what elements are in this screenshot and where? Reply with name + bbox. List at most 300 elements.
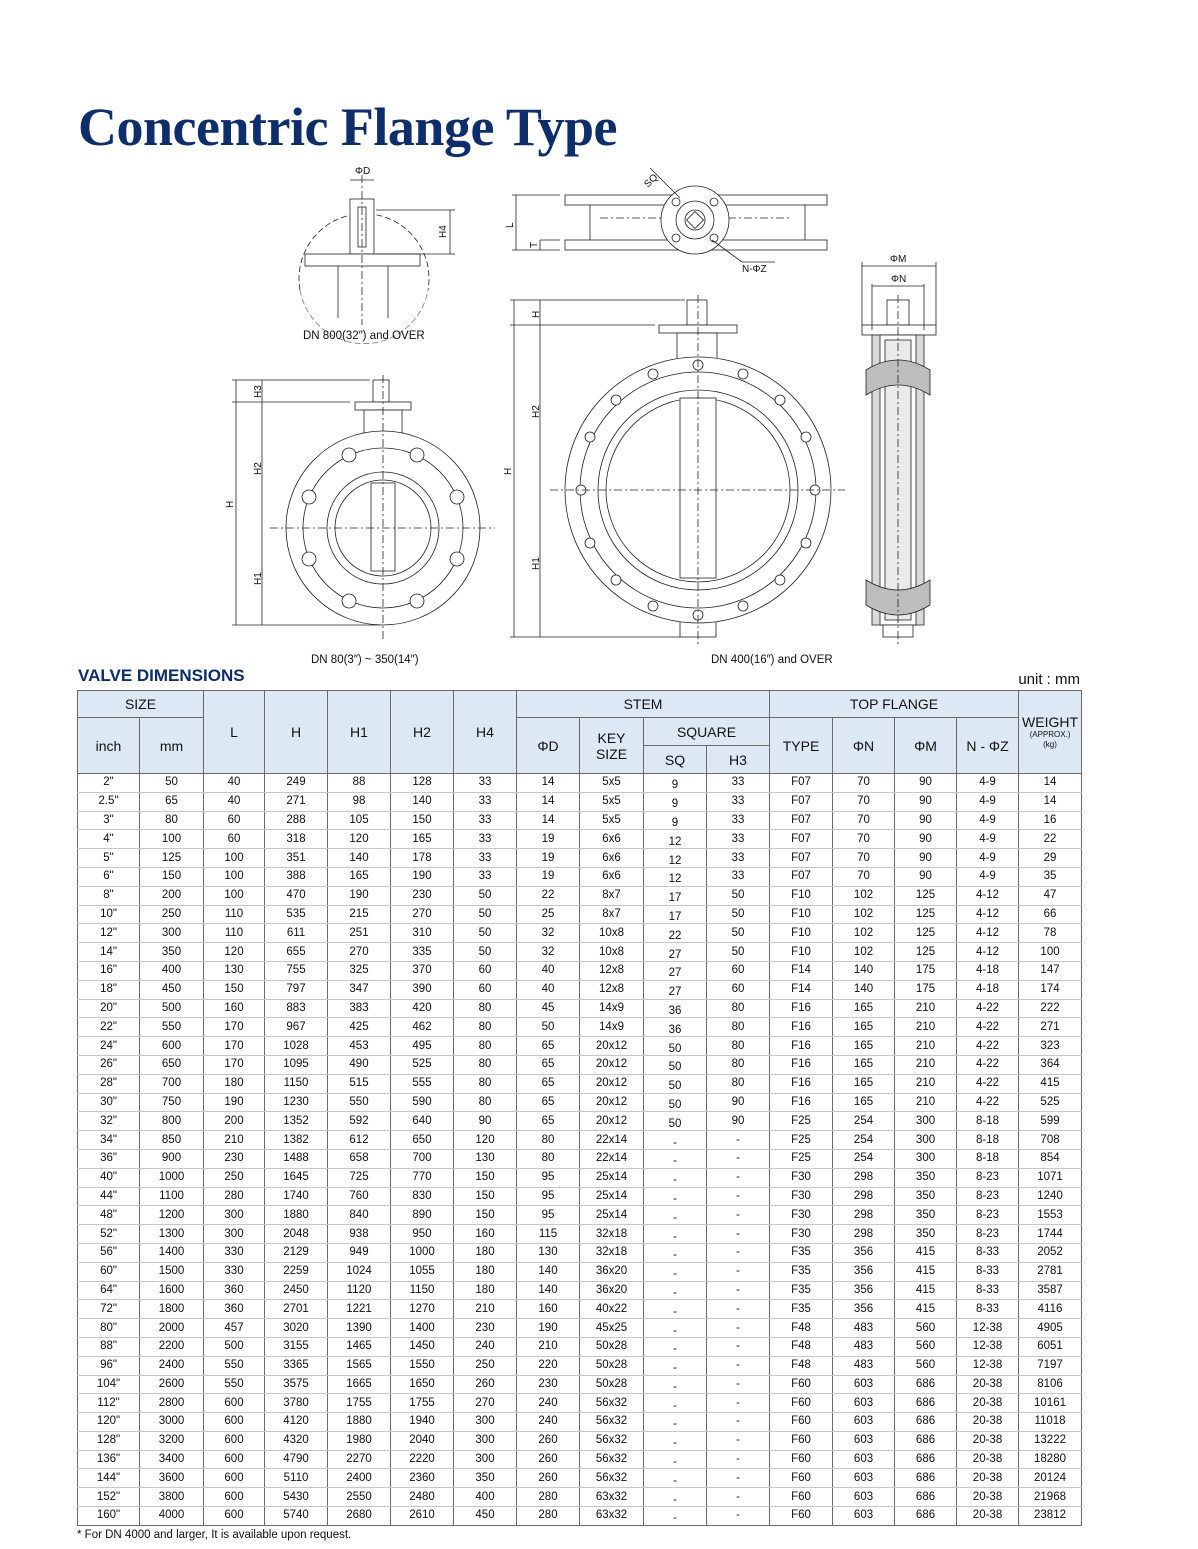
table-cell: 1382 — [265, 1131, 328, 1150]
table-cell: 102 — [833, 943, 895, 962]
table-cell — [644, 1375, 707, 1394]
table-cell: 603 — [833, 1469, 895, 1488]
table-cell: 854 — [1019, 1149, 1082, 1168]
table-cell: 949 — [328, 1243, 391, 1262]
table-cell: 28" — [78, 1074, 140, 1093]
table-cell: 298 — [833, 1225, 895, 1244]
table-cell: 50 — [454, 924, 517, 943]
table-cell: 603 — [833, 1507, 895, 1526]
table-cell: - — [707, 1469, 770, 1488]
table-cell: 45 — [517, 999, 580, 1018]
table-cell: F48 — [770, 1319, 833, 1338]
table-cell — [644, 1431, 707, 1450]
header-phi-n: ΦN — [833, 718, 895, 774]
table-cell: 88" — [78, 1337, 140, 1356]
table-cell: 180 — [454, 1262, 517, 1281]
table-cell: 1024 — [328, 1262, 391, 1281]
table-cell: 3155 — [265, 1337, 328, 1356]
table-cell: 125 — [895, 905, 957, 924]
table-cell: 4000 — [140, 1507, 204, 1526]
table-cell: 45x25 — [580, 1319, 644, 1338]
table-cell: 150 — [140, 867, 204, 886]
table-cell: - — [707, 1300, 770, 1319]
table-cell: 65 — [517, 1074, 580, 1093]
table-cell: 104" — [78, 1375, 140, 1394]
table-cell: 63x32 — [580, 1507, 644, 1526]
table-cell: 254 — [833, 1112, 895, 1131]
table-cell: 883 — [265, 999, 328, 1018]
header-inch: inch — [78, 718, 140, 774]
table-cell: - — [707, 1488, 770, 1507]
table-cell: 3600 — [140, 1469, 204, 1488]
table-cell: 115 — [517, 1225, 580, 1244]
table-cell: 10161 — [1019, 1394, 1082, 1413]
table-cell — [644, 1413, 707, 1432]
table-cell — [644, 1243, 707, 1262]
table-cell — [644, 1507, 707, 1526]
table-cell: 490 — [328, 1055, 391, 1074]
table-cell: 611 — [265, 924, 328, 943]
table-cell: 4-12 — [957, 905, 1019, 924]
table-cell: 1221 — [328, 1300, 391, 1319]
table-cell: 1553 — [1019, 1206, 1082, 1225]
table-cell: 4-9 — [957, 867, 1019, 886]
table-cell: F48 — [770, 1356, 833, 1375]
table-cell: 650 — [140, 1055, 204, 1074]
table-cell: 32x18 — [580, 1225, 644, 1244]
table-cell — [644, 905, 707, 924]
table-cell: F60 — [770, 1488, 833, 1507]
table-cell: 3575 — [265, 1375, 328, 1394]
table-cell: 170 — [204, 1018, 265, 1037]
table-cell: 6x6 — [580, 849, 644, 868]
table-cell: 550 — [204, 1356, 265, 1375]
table-cell: 1450 — [391, 1337, 454, 1356]
table-cell: 25 — [517, 905, 580, 924]
table-cell: 271 — [1019, 1018, 1082, 1037]
table-cell — [644, 1074, 707, 1093]
table-cell: 21968 — [1019, 1488, 1082, 1507]
table-cell: 360 — [204, 1300, 265, 1319]
table-row — [78, 1149, 1082, 1168]
header-l: L — [204, 691, 265, 774]
side-section-drawing — [862, 254, 936, 645]
table-cell: 425 — [328, 1018, 391, 1037]
table-row — [78, 1507, 1082, 1526]
table-cell: 34" — [78, 1131, 140, 1150]
table-cell: 90 — [895, 867, 957, 886]
sq-value: - — [673, 1249, 677, 1262]
table-cell: F60 — [770, 1375, 833, 1394]
table-cell: 40 — [517, 961, 580, 980]
table-cell: 26" — [78, 1055, 140, 1074]
table-cell: 525 — [391, 1055, 454, 1074]
table-cell: 98 — [328, 792, 391, 811]
table-cell: 90 — [895, 830, 957, 849]
sq-value: 50 — [668, 1117, 682, 1130]
table-cell: 4116 — [1019, 1300, 1082, 1319]
sq-value: 50 — [668, 1098, 682, 1111]
valve-dimensions-table — [77, 690, 1082, 1526]
unit-label: unit : mm — [1018, 671, 1080, 688]
table-cell: 33 — [454, 792, 517, 811]
table-cell: 8" — [78, 886, 140, 905]
table-cell: - — [707, 1149, 770, 1168]
table-cell: 110 — [204, 924, 265, 943]
table-cell — [644, 1262, 707, 1281]
sq-value: 50 — [668, 1061, 682, 1074]
table-cell: 20-38 — [957, 1488, 1019, 1507]
sq-value: 36 — [668, 1023, 682, 1036]
table-cell: 200 — [140, 886, 204, 905]
table-cell: 1800 — [140, 1300, 204, 1319]
table-cell: 370 — [391, 961, 454, 980]
table-cell: 33 — [707, 867, 770, 886]
table-row — [78, 1337, 1082, 1356]
table-row — [78, 849, 1082, 868]
table-cell: 14 — [517, 811, 580, 830]
table-cell: 453 — [328, 1037, 391, 1056]
caption-small-valve: DN 80(3″) ~ 350(14″) — [311, 654, 419, 666]
table-cell — [644, 924, 707, 943]
table-cell: 100 — [204, 867, 265, 886]
table-cell: 40x22 — [580, 1300, 644, 1319]
table-cell: 4-12 — [957, 943, 1019, 962]
table-cell: 4905 — [1019, 1319, 1082, 1338]
table-cell: 20-38 — [957, 1469, 1019, 1488]
table-cell: 210 — [517, 1337, 580, 1356]
table-cell: F25 — [770, 1149, 833, 1168]
table-row — [78, 886, 1082, 905]
table-cell: 12x8 — [580, 980, 644, 999]
table-cell: 655 — [265, 943, 328, 962]
table-cell: 686 — [895, 1507, 957, 1526]
table-cell: 251 — [328, 924, 391, 943]
table-row — [78, 1262, 1082, 1281]
table-cell: 22" — [78, 1018, 140, 1037]
table-cell: 2.5" — [78, 792, 140, 811]
table-cell: 95 — [517, 1168, 580, 1187]
table-cell: 2550 — [328, 1488, 391, 1507]
label-h1-large: H1 — [531, 557, 542, 570]
table-cell: 658 — [328, 1149, 391, 1168]
table-cell: 102 — [833, 886, 895, 905]
table-cell: 33 — [454, 867, 517, 886]
table-cell: 457 — [204, 1319, 265, 1338]
table-cell: 10" — [78, 905, 140, 924]
table-cell: 150 — [454, 1206, 517, 1225]
table-cell: 65 — [517, 1037, 580, 1056]
table-cell: F35 — [770, 1300, 833, 1319]
table-cell: 3800 — [140, 1488, 204, 1507]
table-cell: 20" — [78, 999, 140, 1018]
table-cell: 8-23 — [957, 1225, 1019, 1244]
table-cell: 16" — [78, 961, 140, 980]
sq-value: 27 — [668, 967, 682, 980]
table-cell: 686 — [895, 1394, 957, 1413]
table-cell: 125 — [895, 943, 957, 962]
table-cell: 938 — [328, 1225, 391, 1244]
table-cell: 50 — [707, 886, 770, 905]
table-cell — [644, 792, 707, 811]
sq-value: - — [673, 1456, 677, 1469]
table-cell: 210 — [895, 1018, 957, 1037]
table-cell: 44" — [78, 1187, 140, 1206]
table-row — [78, 1225, 1082, 1244]
table-cell: 174 — [1019, 980, 1082, 999]
table-cell — [644, 1093, 707, 1112]
header-weight-note: (APPROX.) — [1029, 730, 1071, 739]
table-cell: F35 — [770, 1243, 833, 1262]
table-row — [78, 1055, 1082, 1074]
table-cell: 347 — [328, 980, 391, 999]
table-cell: 40 — [204, 774, 265, 793]
table-cell: 400 — [140, 961, 204, 980]
table-cell: 2040 — [391, 1431, 454, 1450]
sq-value: 9 — [671, 779, 679, 792]
table-cell: 1120 — [328, 1281, 391, 1300]
table-cell: 1100 — [140, 1187, 204, 1206]
table-cell: 1000 — [391, 1243, 454, 1262]
table-cell: 140 — [517, 1262, 580, 1281]
table-cell: 14 — [1019, 774, 1082, 793]
table-cell: 5x5 — [580, 792, 644, 811]
label-h2-large: H2 — [531, 405, 542, 418]
page-title: Concentric Flange Type — [78, 97, 617, 157]
sq-value: 50 — [668, 1080, 682, 1093]
table-cell — [644, 980, 707, 999]
table-cell: 1150 — [265, 1074, 328, 1093]
table-cell: 288 — [265, 811, 328, 830]
table-cell: F35 — [770, 1281, 833, 1300]
table-cell: - — [707, 1243, 770, 1262]
table-cell: 80 — [454, 1074, 517, 1093]
table-cell: 4-22 — [957, 1055, 1019, 1074]
table-cell: 250 — [204, 1168, 265, 1187]
table-cell: 60 — [204, 811, 265, 830]
header-weight — [1019, 691, 1082, 774]
table-cell: 3200 — [140, 1431, 204, 1450]
table-cell: 415 — [895, 1300, 957, 1319]
table-cell: 130 — [517, 1243, 580, 1262]
sq-value: - — [673, 1512, 677, 1525]
table-cell: 20x12 — [580, 1112, 644, 1131]
table-cell: 56x32 — [580, 1431, 644, 1450]
table-cell: 350 — [140, 943, 204, 962]
table-cell: 65 — [517, 1093, 580, 1112]
table-cell: 96" — [78, 1356, 140, 1375]
table-cell: 5110 — [265, 1469, 328, 1488]
table-cell: 495 — [391, 1037, 454, 1056]
table-cell: F16 — [770, 999, 833, 1018]
table-cell: 36x20 — [580, 1262, 644, 1281]
table-cell: 2701 — [265, 1300, 328, 1319]
table-cell: 18280 — [1019, 1450, 1082, 1469]
large-valve-drawing — [503, 295, 845, 645]
table-row — [78, 792, 1082, 811]
table-cell: - — [707, 1262, 770, 1281]
table-cell: 600 — [140, 1037, 204, 1056]
table-cell: 22 — [517, 886, 580, 905]
table-cell: 100 — [1019, 943, 1082, 962]
table-cell: 1650 — [391, 1375, 454, 1394]
table-cell: 1550 — [391, 1356, 454, 1375]
sq-value: - — [673, 1174, 677, 1187]
table-cell: 298 — [833, 1168, 895, 1187]
table-cell: 900 — [140, 1149, 204, 1168]
table-cell: 52" — [78, 1225, 140, 1244]
table-cell: 190 — [517, 1319, 580, 1338]
table-cell: - — [707, 1337, 770, 1356]
table-cell: 22x14 — [580, 1149, 644, 1168]
table-row — [78, 1450, 1082, 1469]
table-cell: 25x14 — [580, 1187, 644, 1206]
table-cell: 14x9 — [580, 999, 644, 1018]
table-cell: 5" — [78, 849, 140, 868]
sq-value: - — [673, 1437, 677, 1450]
table-cell: 3" — [78, 811, 140, 830]
table-cell: 14" — [78, 943, 140, 962]
header-top-flange: TOP FLANGE — [770, 691, 1019, 718]
table-cell — [644, 886, 707, 905]
table-cell: 165 — [391, 830, 454, 849]
table-cell — [644, 1469, 707, 1488]
table-cell: - — [707, 1450, 770, 1469]
table-cell: 603 — [833, 1413, 895, 1432]
table-cell: - — [707, 1413, 770, 1432]
table-cell: 300 — [895, 1112, 957, 1131]
table-cell: 356 — [833, 1262, 895, 1281]
table-cell: 8-23 — [957, 1206, 1019, 1225]
table-cell: 136" — [78, 1450, 140, 1469]
table-cell — [644, 1131, 707, 1150]
table-cell: 356 — [833, 1281, 895, 1300]
table-cell: 19 — [517, 849, 580, 868]
top-view-drawing — [505, 168, 827, 275]
table-cell: 5740 — [265, 1507, 328, 1526]
table-cell: 599 — [1019, 1112, 1082, 1131]
table-cell — [644, 1319, 707, 1338]
table-cell: F30 — [770, 1225, 833, 1244]
table-cell: F07 — [770, 867, 833, 886]
table-cell: 22x14 — [580, 1131, 644, 1150]
table-cell: 47 — [1019, 886, 1082, 905]
table-cell: 8x7 — [580, 905, 644, 924]
sq-value: 17 — [668, 910, 682, 923]
table-cell: F16 — [770, 1037, 833, 1056]
table-cell: 4-22 — [957, 999, 1019, 1018]
table-cell: 210 — [895, 1037, 957, 1056]
table-cell: 8-33 — [957, 1300, 1019, 1319]
table-cell: 56x32 — [580, 1450, 644, 1469]
table-cell: 300 — [140, 924, 204, 943]
table-cell: 2000 — [140, 1319, 204, 1338]
table-row — [78, 999, 1082, 1018]
table-cell: 356 — [833, 1300, 895, 1319]
table-cell: 50 — [454, 943, 517, 962]
table-cell: 8-23 — [957, 1187, 1019, 1206]
table-cell: 830 — [391, 1187, 454, 1206]
table-cell: 250 — [454, 1356, 517, 1375]
table-cell: 686 — [895, 1469, 957, 1488]
table-cell: 330 — [204, 1262, 265, 1281]
table-cell: F10 — [770, 943, 833, 962]
table-cell: 170 — [204, 1055, 265, 1074]
table-cell: 550 — [328, 1093, 391, 1112]
header-sq: SQ — [644, 746, 707, 774]
table-cell: 4-22 — [957, 1074, 1019, 1093]
table-cell: 14 — [517, 792, 580, 811]
table-cell: 40 — [204, 792, 265, 811]
table-cell: 40 — [517, 980, 580, 999]
table-row — [78, 905, 1082, 924]
table-cell: 270 — [328, 943, 391, 962]
table-cell: 165 — [833, 1074, 895, 1093]
table-cell: 100 — [140, 830, 204, 849]
table-row — [78, 1319, 1082, 1338]
sq-value: - — [673, 1155, 677, 1168]
table-cell: 2270 — [328, 1450, 391, 1469]
table-cell: 1352 — [265, 1112, 328, 1131]
header-stem: STEM — [517, 691, 770, 718]
table-cell: - — [707, 1168, 770, 1187]
table-cell: 400 — [454, 1488, 517, 1507]
table-cell: 222 — [1019, 999, 1082, 1018]
table-cell: 190 — [391, 867, 454, 886]
table-cell: 210 — [895, 999, 957, 1018]
table-cell — [644, 1055, 707, 1074]
header-key-size-line1: KEY — [597, 729, 626, 746]
table-cell: 8-18 — [957, 1112, 1019, 1131]
table-cell: 6x6 — [580, 830, 644, 849]
table-cell: 350 — [895, 1168, 957, 1187]
table-cell: 550 — [204, 1375, 265, 1394]
table-cell: F10 — [770, 924, 833, 943]
table-row — [78, 1112, 1082, 1131]
table-cell: 140 — [391, 792, 454, 811]
table-cell: 950 — [391, 1225, 454, 1244]
table-cell: 350 — [895, 1225, 957, 1244]
label-h-large: H — [503, 467, 514, 475]
table-cell: 3020 — [265, 1319, 328, 1338]
table-cell: 130 — [204, 961, 265, 980]
table-cell — [644, 1450, 707, 1469]
table-cell: 140 — [517, 1281, 580, 1300]
sq-value: 27 — [668, 948, 682, 961]
table-cell: 280 — [517, 1507, 580, 1526]
table-cell: 8-18 — [957, 1149, 1019, 1168]
table-row — [78, 1281, 1082, 1300]
table-cell — [644, 1037, 707, 1056]
caption-large-valve: DN 400(16″) and OVER — [711, 654, 833, 666]
table-cell: 1071 — [1019, 1168, 1082, 1187]
table-cell: 5x5 — [580, 811, 644, 830]
table-cell: 240 — [517, 1394, 580, 1413]
table-row — [78, 1413, 1082, 1432]
table-cell: 120 — [454, 1131, 517, 1150]
table-cell: 890 — [391, 1206, 454, 1225]
table-cell: 56x32 — [580, 1469, 644, 1488]
header-weight-label: WEIGHT — [1022, 714, 1079, 730]
table-cell: 3780 — [265, 1394, 328, 1413]
table-cell — [644, 1112, 707, 1131]
table-cell: 150 — [204, 980, 265, 999]
table-cell: 2360 — [391, 1469, 454, 1488]
table-cell: 70 — [833, 811, 895, 830]
table-cell: 230 — [454, 1319, 517, 1338]
table-row — [78, 1469, 1082, 1488]
table-cell: F16 — [770, 1093, 833, 1112]
